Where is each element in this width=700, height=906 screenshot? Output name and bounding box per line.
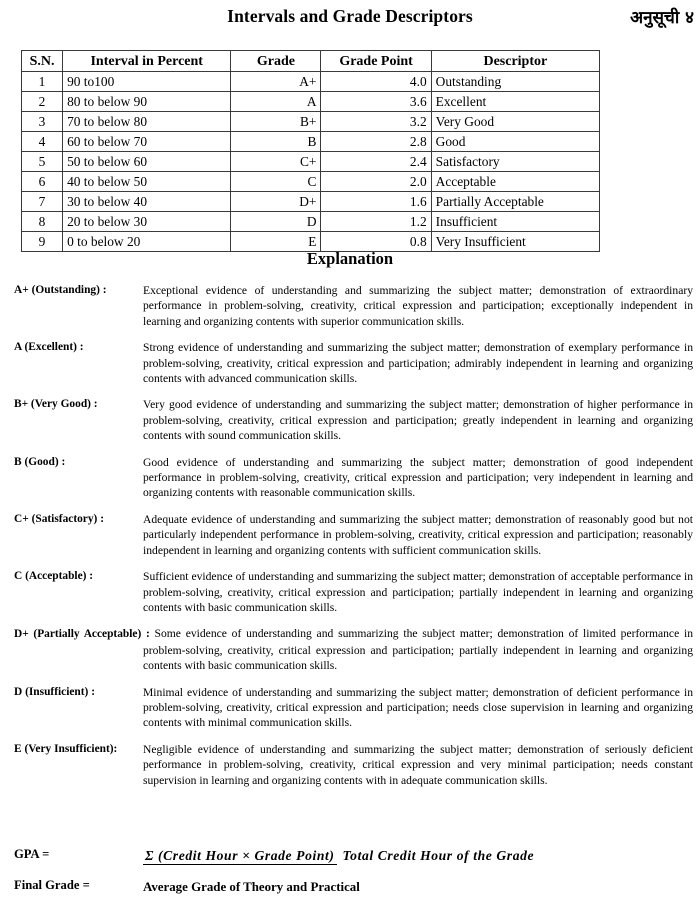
gpa-fraction <box>143 848 536 863</box>
table-header-row <box>22 51 600 72</box>
cell-grade: D+ <box>231 192 321 212</box>
cell-grade: A <box>231 92 321 112</box>
cell-descriptor: Very Insufficient <box>431 232 599 252</box>
explanation-item-label: D (Insufficient) : <box>14 685 95 698</box>
cell-descriptor: Insufficient <box>431 212 599 232</box>
explanation-item <box>0 626 700 673</box>
table-row <box>22 152 600 172</box>
cell-grade-point: 1.6 <box>321 192 431 212</box>
explanation-item <box>0 685 700 731</box>
column-header-grade-point: Grade Point <box>321 51 431 72</box>
grade-intervals-table <box>21 50 600 252</box>
cell-descriptor: Good <box>431 132 599 152</box>
cell-grade: C <box>231 172 321 192</box>
explanation-list <box>0 283 700 799</box>
explanation-item <box>0 455 700 501</box>
table-row <box>22 112 600 132</box>
gpa-denominator: Total Credit Hour of the Grade <box>342 848 535 863</box>
explanation-item-label: A (Excellent) : <box>14 341 84 354</box>
explanation-item-text: Very good evidence of understanding and summarizing the subject matter; demonstration of higher performance in problem-solving, creativity, critical expression and participation; greatly independent in learning and organizing contents with sound communication skills. <box>143 398 693 443</box>
cell-grade-point: 2.4 <box>321 152 431 172</box>
explanation-item-label: D+ (Partially Acceptable) : <box>14 628 150 641</box>
final-grade-value: Average Grade of Theory and Practical <box>143 880 360 894</box>
explanation-item-text: Sufficient evidence of understanding and summarizing the subject matter; demonstration of acceptable performance in problem-solving, creativity, critical expression and participation; partially independent in learning and organizing contents with basic communication skills. <box>143 570 693 614</box>
cell-interval: 20 to below 30 <box>63 212 231 232</box>
page-header <box>0 0 700 38</box>
explanation-item-label: B+ (Very Good) : <box>14 398 98 411</box>
explanation-item-label: B (Good) : <box>14 455 66 468</box>
cell-interval: 70 to below 80 <box>63 112 231 132</box>
cell-grade-point: 2.0 <box>321 172 431 192</box>
explanation-item-label: A+ (Outstanding) : <box>14 284 107 296</box>
explanation-item <box>0 340 700 386</box>
final-grade-label: Final Grade = <box>14 878 90 892</box>
final-grade-row <box>0 878 700 900</box>
gpa-label: GPA = <box>14 847 50 861</box>
cell-sn: 4 <box>22 132 63 152</box>
gpa-formula-row <box>0 847 700 869</box>
table-row <box>22 172 600 192</box>
cell-descriptor: Very Good <box>431 112 599 132</box>
cell-descriptor: Excellent <box>431 92 599 112</box>
cell-sn: 8 <box>22 212 63 232</box>
cell-grade: E <box>231 232 321 252</box>
cell-sn: 9 <box>22 232 63 252</box>
explanation-item-text: Adequate evidence of understanding and summarizing the subject matter; demonstration of reasonably good but not particularly independent performance in problem-solving, creativity, critical expression and participation; reasonably independent in learning and organizing contents with sufficient communication skills. <box>143 512 693 557</box>
column-header-descriptor: Descriptor <box>431 51 599 72</box>
table-row <box>22 212 600 232</box>
formula-block <box>0 847 700 900</box>
cell-grade: C+ <box>231 152 321 172</box>
explanation-item-label: C (Acceptable) : <box>14 570 94 583</box>
cell-interval: 30 to below 40 <box>63 192 231 212</box>
cell-grade-point: 2.8 <box>321 132 431 152</box>
explanation-item-text: Negligible evidence of understanding and summarizing the subject matter; demonstration of seriously deficient performance in problem-solving, creativity, critical expression and very minimal participation; needs constant supervision in learning and organizing contents with in adequate communication skills. <box>143 742 693 787</box>
explanation-item <box>0 512 700 558</box>
cell-interval: 0 to below 20 <box>63 232 231 252</box>
cell-descriptor: Outstanding <box>431 72 599 92</box>
cell-grade: B+ <box>231 112 321 132</box>
cell-interval: 40 to below 50 <box>63 172 231 192</box>
grade-table-container <box>21 50 600 252</box>
gpa-formula <box>143 847 536 864</box>
cell-sn: 6 <box>22 172 63 192</box>
cell-grade-point: 0.8 <box>321 232 431 252</box>
cell-sn: 1 <box>22 72 63 92</box>
table-row <box>22 192 600 212</box>
cell-sn: 5 <box>22 152 63 172</box>
column-header-grade: Grade <box>231 51 321 72</box>
gpa-numerator: Σ (Credit Hour × Grade Point) <box>145 848 335 863</box>
cell-interval: 50 to below 60 <box>63 152 231 172</box>
cell-sn: 7 <box>22 192 63 212</box>
cell-interval: 80 to below 90 <box>63 92 231 112</box>
cell-grade: A+ <box>231 72 321 92</box>
cell-grade-point: 3.6 <box>321 92 431 112</box>
cell-descriptor: Acceptable <box>431 172 599 192</box>
table-row <box>22 132 600 152</box>
cell-grade-point: 3.2 <box>321 112 431 132</box>
explanation-item <box>0 283 700 329</box>
cell-descriptor: Satisfactory <box>431 152 599 172</box>
page-title: Intervals and Grade Descriptors <box>227 6 473 26</box>
cell-interval: 90 to100 <box>63 72 231 92</box>
table-row <box>22 72 600 92</box>
cell-sn: 3 <box>22 112 63 132</box>
explanation-item <box>0 742 700 788</box>
cell-grade: D <box>231 212 321 232</box>
column-header-interval: Interval in Percent <box>63 51 231 72</box>
explanation-item <box>0 397 700 443</box>
explanation-item-label: C+ (Satisfactory) : <box>14 512 104 525</box>
cell-grade-point: 4.0 <box>321 72 431 92</box>
cell-descriptor: Partially Acceptable <box>431 192 599 212</box>
cell-grade: B <box>231 132 321 152</box>
explanation-item-label: E (Very Insufficient): <box>14 742 118 755</box>
explanation-item-text: Exceptional evidence of understanding and summarizing the subject matter; demonstration of extraordinary performance in problem-solving, creativity, critical expression and participation; exceptionally independent in learning and organizing contents with superior communication skills. <box>143 284 693 328</box>
cell-interval: 60 to below 70 <box>63 132 231 152</box>
explanation-item-text: Good evidence of understanding and summarizing the subject matter; demonstration of good independent performance in problem-solving, creativity, critical expression and participation; very independent in learning and organizing contents with reasonable communication skills. <box>143 455 693 500</box>
explanation-item-text: Some evidence of understanding and summarizing the subject matter; demonstration of limited performance in problem-solving, creativity, critical expression and participation; partially independent in learning and organizing contents with basic communication skills. <box>143 627 694 673</box>
table-row <box>22 92 600 112</box>
explanation-item-text: Strong evidence of understanding and summarizing the subject matter; demonstration of exemplary performance in problem-solving, creativity, critical expression and participation; admirably independent in learning and organizing contents with advanced communication skills. <box>143 341 693 386</box>
explanation-item <box>0 569 700 615</box>
cell-grade-point: 1.2 <box>321 212 431 232</box>
schedule-number-label: अनुसूची ४ <box>630 8 694 28</box>
column-header-sn: S.N. <box>22 51 63 72</box>
explanation-heading: Explanation <box>306 249 394 268</box>
explanation-item-text: Minimal evidence of understanding and summarizing the subject matter; demonstration of deficient performance in problem-solving, creativity, critical expression and participation; needs close supervision in learning and organizing contents with minimal communication skills. <box>143 685 693 730</box>
cell-sn: 2 <box>22 92 63 112</box>
